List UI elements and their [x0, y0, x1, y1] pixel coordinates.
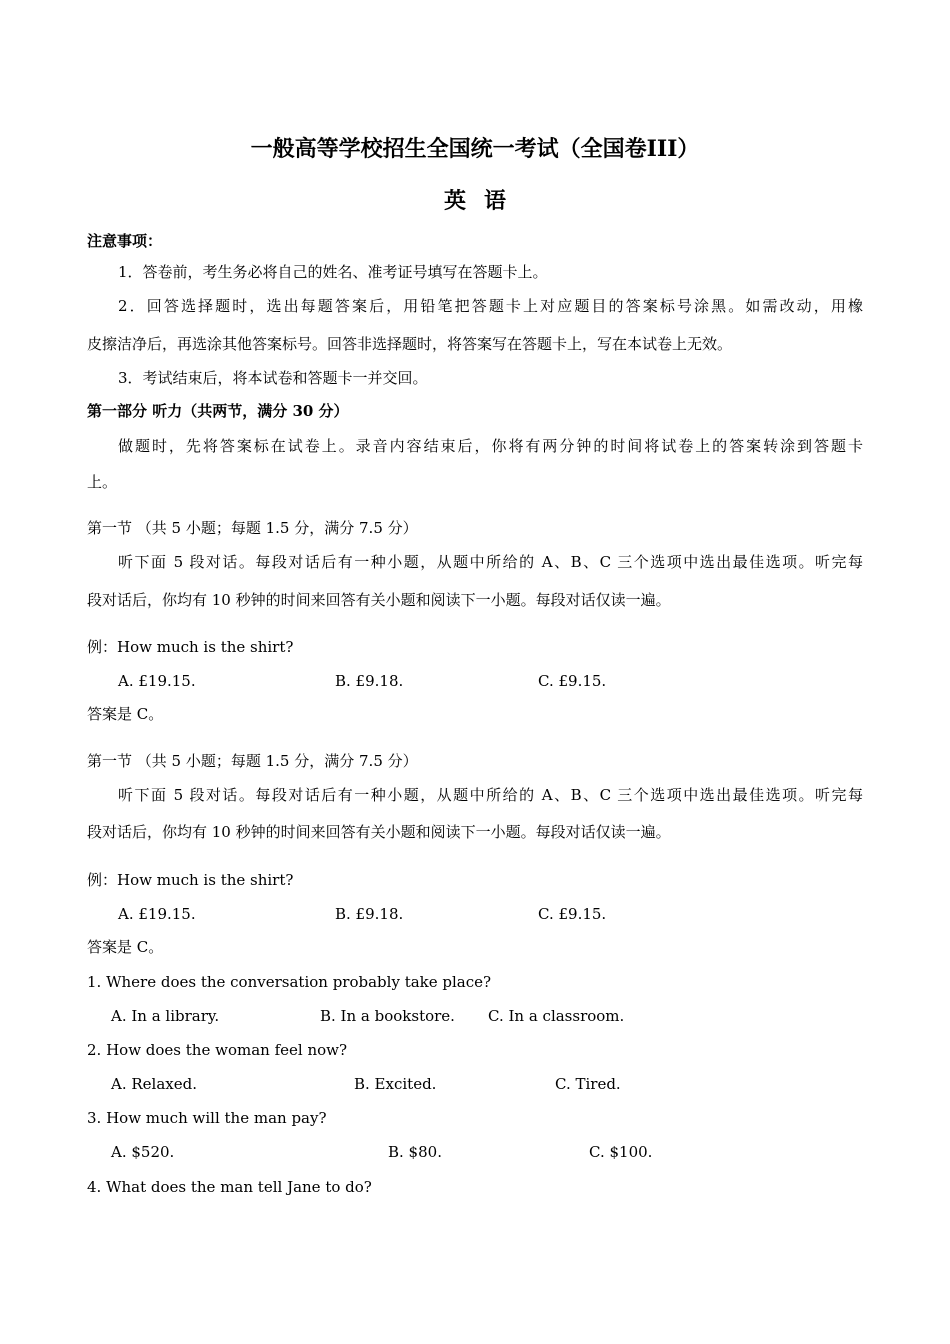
- section-instruction-line-2: 段对话后，你均有 10 秒钟的时间来回答有关小题和阅读下一小题。每段对话仅读一遍。: [87, 823, 671, 841]
- example-option-b: B. £9.18.: [335, 672, 404, 690]
- question-1-option-c: C. In a classroom.: [488, 1007, 625, 1025]
- notice-item-2-line-1: 2．回答选择题时，选出每题答案后，用铅笔把答题卡上对应题目的答案标号涂黑。如需改动，用橡: [118, 297, 863, 315]
- question-1-option-a: A. In a library.: [111, 1007, 220, 1025]
- example-question: 例：How much is the shirt?: [87, 638, 294, 656]
- notice-item-1: 1．答卷前，考生务必将自己的姓名、准考证号填写在答题卡上。: [118, 263, 548, 281]
- section-instruction-line-1: 听下面 5 段对话。每段对话后有一种小题，从题中所给的 A、B、C 三个选项中选出最佳选项。听完每: [118, 786, 863, 804]
- notice-heading: 注意事项：: [87, 232, 163, 250]
- example-option-c: C. £9.15.: [538, 905, 607, 923]
- question-3: 3. How much will the man pay?: [87, 1109, 327, 1127]
- notice-item-2-line-2: 皮擦洁净后，再选涂其他答案标号。回答非选择题时，将答案写在答题卡上，写在本试卷上无效。: [87, 335, 733, 353]
- part1-intro-line-1: 做题时，先将答案标在试卷上。录音内容结束后，你将有两分钟的时间将试卷上的答案转涂到答题卡: [118, 437, 863, 455]
- question-4: 4. What does the man tell Jane to do?: [87, 1178, 372, 1196]
- example-answer: 答案是 C。: [87, 705, 164, 723]
- question-1: 1. Where does the conversation probably take place?: [87, 973, 492, 991]
- part1-intro-line-2: 上。: [87, 473, 118, 491]
- subject-title: 英语: [443, 188, 524, 214]
- notice-item-3: 3．考试结束后，将本试卷和答题卡一并交回。: [118, 369, 428, 387]
- question-3-option-c: C. $100.: [589, 1143, 653, 1161]
- example-option-b: B. £9.18.: [335, 905, 404, 923]
- question-2-option-a: A. Relaxed.: [111, 1075, 197, 1093]
- example-option-a: A. £19.15.: [118, 905, 196, 923]
- question-2-option-b: B. Excited.: [354, 1075, 437, 1093]
- question-1-option-b: B. In a bookstore.: [320, 1007, 455, 1025]
- question-3-option-a: A. $520.: [111, 1143, 175, 1161]
- example-option-c: C. £9.15.: [538, 672, 607, 690]
- section-heading: 第一节 （共 5 小题；每题 1.5 分，满分 7.5 分）: [87, 752, 418, 770]
- exam-title: 一般高等学校招生全国统一考试（全国卷III）: [250, 136, 700, 162]
- section-instruction-line-2: 段对话后，你均有 10 秒钟的时间来回答有关小题和阅读下一小题。每段对话仅读一遍。: [87, 591, 671, 609]
- question-3-option-b: B. $80.: [388, 1143, 442, 1161]
- section-instruction-line-1: 听下面 5 段对话。每段对话后有一种小题，从题中所给的 A、B、C 三个选项中选出最佳选项。听完每: [118, 553, 863, 571]
- example-answer: 答案是 C。: [87, 938, 164, 956]
- section-heading: 第一节 （共 5 小题；每题 1.5 分，满分 7.5 分）: [87, 519, 418, 537]
- question-2-option-c: C. Tired.: [555, 1075, 621, 1093]
- part1-heading: 第一部分 听力（共两节，满分 30 分）: [87, 402, 349, 420]
- question-2: 2. How does the woman feel now?: [87, 1041, 348, 1059]
- example-question: 例：How much is the shirt?: [87, 871, 294, 889]
- example-option-a: A. £19.15.: [118, 672, 196, 690]
